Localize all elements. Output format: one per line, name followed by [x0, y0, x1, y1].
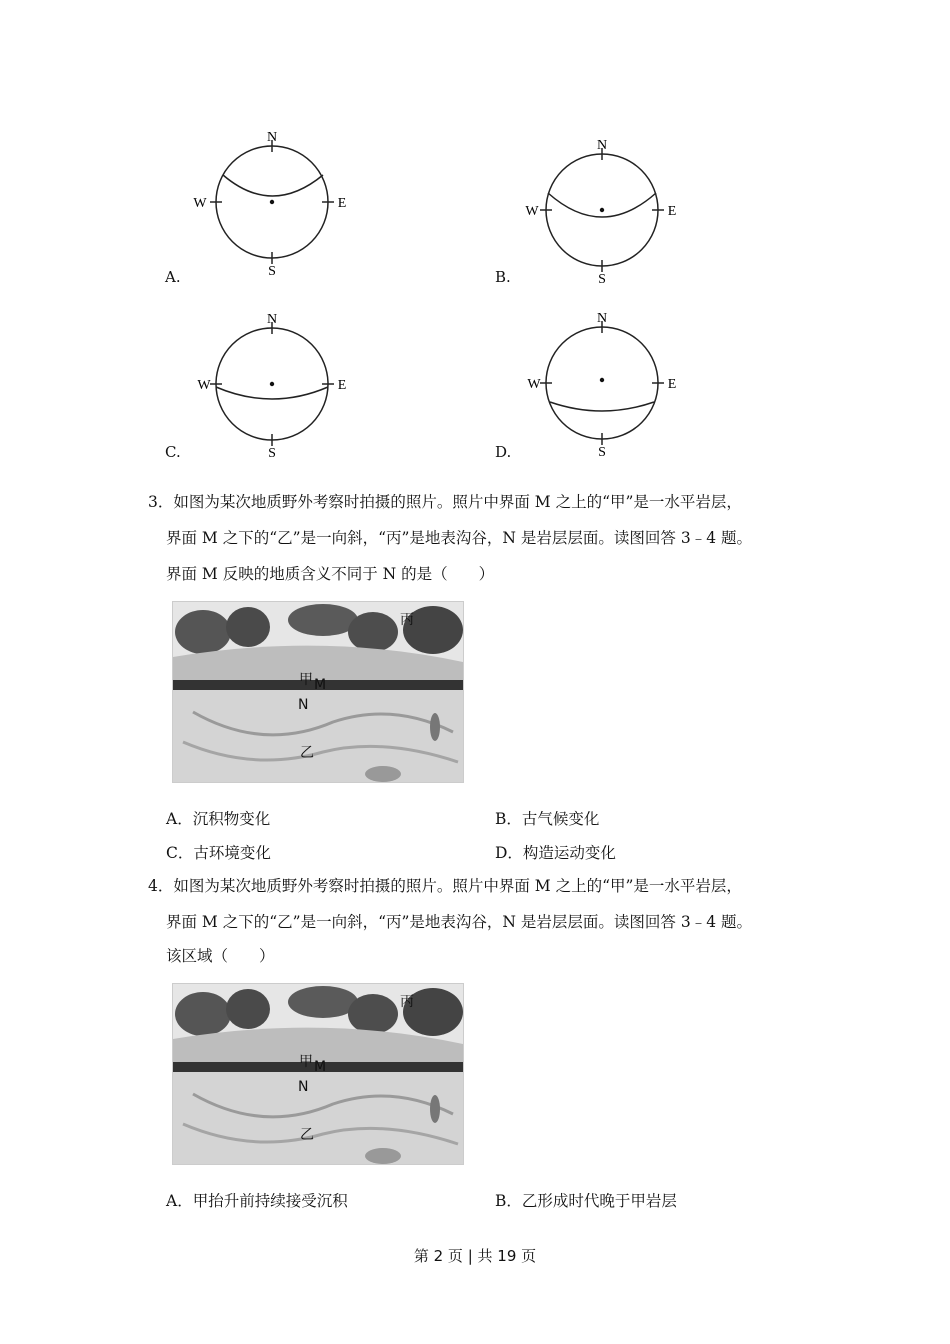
compass-n-label: N	[596, 311, 608, 326]
photo-label-bing: 丙	[400, 994, 414, 1010]
q3-choice-b[interactable]: B．古气候变化	[495, 810, 600, 828]
geology-photo-q4	[172, 983, 464, 1165]
compass-n-label: N	[596, 138, 608, 153]
diagram-option-a	[190, 125, 350, 280]
diagram-option-a-letter: A.	[165, 268, 181, 286]
compass-w-label: W	[193, 196, 207, 211]
q3-choice-d[interactable]: D．构造运动变化	[495, 844, 616, 862]
compass-e-label: E	[337, 378, 347, 393]
compass-s-label: S	[268, 264, 276, 279]
q3-line-2: 界面 M 之下的“乙”是一向斜，“丙”是地表沟谷，N 是岩层层面。读图回答 3﹣4 题。	[166, 529, 752, 547]
compass-n-label: N	[266, 130, 278, 145]
geology-photo-q3	[172, 601, 464, 783]
diagram-option-d-letter: D.	[495, 443, 512, 461]
q3-line-3: 界面 M 反映的地质含义不同于 N 的是（ ）	[166, 565, 495, 583]
q4-choice-a[interactable]: A．甲抬升前持续接受沉积	[166, 1192, 348, 1210]
photo-label-yi: 乙	[300, 1127, 314, 1143]
q3-choice-c[interactable]: C．古环境变化	[166, 844, 271, 862]
photo-label-n: N	[298, 697, 309, 713]
photo-label-bing: 丙	[400, 612, 414, 628]
page-footer: 第 2 页 | 共 19 页	[413, 1247, 537, 1265]
compass-e-label: E	[337, 196, 347, 211]
compass-s-label: S	[598, 272, 606, 287]
q4-choice-b[interactable]: B．乙形成时代晚于甲岩层	[495, 1192, 677, 1210]
photo-label-n: N	[298, 1079, 309, 1095]
diagram-option-d	[520, 306, 680, 461]
q4-line-2: 界面 M 之下的“乙”是一向斜，“丙”是地表沟谷，N 是岩层层面。读图回答 3﹣4 题。	[166, 913, 752, 931]
compass-e-label: E	[667, 377, 677, 392]
compass-s-label: S	[598, 445, 606, 460]
photo-label-m: M	[314, 1059, 327, 1075]
photo-label-jia: 甲	[299, 672, 313, 688]
diagram-option-c	[190, 307, 350, 462]
compass-w-label: W	[525, 204, 539, 219]
diagram-option-c-letter: C.	[165, 443, 181, 461]
diagram-option-b	[520, 133, 680, 288]
photo-label-m: M	[314, 677, 327, 693]
compass-n-label: N	[266, 312, 278, 327]
compass-s-label: S	[268, 446, 276, 461]
compass-e-label: E	[667, 204, 677, 219]
q3-choice-a[interactable]: A．沉积物变化	[166, 810, 271, 828]
compass-w-label: W	[197, 378, 211, 393]
q3-line-1: 3．如图为某次地质野外考察时拍摄的照片。照片中界面 M 之上的“甲”是一水平岩层，	[148, 493, 742, 511]
photo-label-yi: 乙	[300, 745, 314, 761]
q4-line-1: 4．如图为某次地质野外考察时拍摄的照片。照片中界面 M 之上的“甲”是一水平岩层，	[148, 877, 742, 895]
photo-label-jia: 甲	[299, 1054, 313, 1070]
compass-w-label: W	[527, 377, 541, 392]
q4-line-3: 该区域（ ）	[166, 947, 275, 965]
diagram-option-b-letter: B.	[495, 268, 511, 286]
